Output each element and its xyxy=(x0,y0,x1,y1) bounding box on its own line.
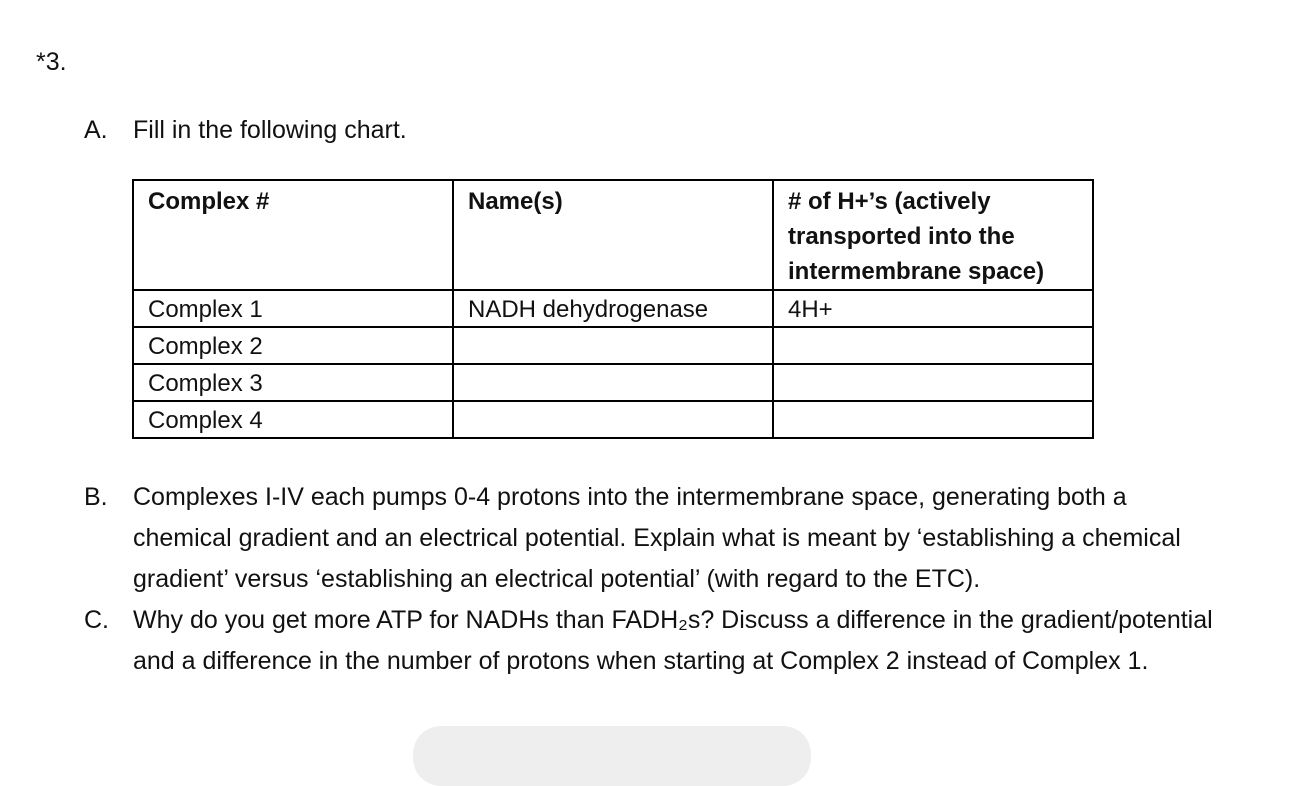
part-b-marker: B. xyxy=(84,483,108,511)
part-a-text: Fill in the following chart. xyxy=(133,116,407,144)
cell-protons[interactable] xyxy=(773,364,1093,401)
cell-name[interactable] xyxy=(453,401,773,438)
table-row xyxy=(133,364,1093,401)
part-c-text: Why do you get more ATP for NADHs than FADH₂s? Discuss a difference in the gradient/potential and a difference in the number of protons when starting at Complex 2 instead of Complex 1. xyxy=(133,606,1213,675)
cell-complex[interactable]: Complex 4 xyxy=(133,401,453,438)
part-a-marker: A. xyxy=(84,116,108,144)
bottom-overlay-pill[interactable] xyxy=(413,726,811,786)
cell-complex[interactable]: Complex 3 xyxy=(133,364,453,401)
cell-name[interactable]: NADH dehydrogenase xyxy=(453,290,773,327)
cell-protons[interactable]: 4H+ xyxy=(773,290,1093,327)
cell-protons[interactable] xyxy=(773,327,1093,364)
table-row xyxy=(133,290,1093,327)
part-c-marker: C. xyxy=(84,606,109,634)
table-row xyxy=(133,401,1093,438)
cell-protons[interactable] xyxy=(773,401,1093,438)
part-b-text: Complexes I-IV each pumps 0-4 protons into the intermembrane space, generating both a chemical gradient and an electrical potential. Explain what is meant by ‘establishing a chemical gradient’ versus ‘establishing an electrical potential’ (with regard to the ETC). xyxy=(133,483,1181,593)
complex-chart xyxy=(132,179,1094,439)
cell-name[interactable] xyxy=(453,364,773,401)
cell-complex[interactable]: Complex 1 xyxy=(133,290,453,327)
cell-name[interactable] xyxy=(453,327,773,364)
chart-header-row xyxy=(133,180,1093,290)
cell-complex[interactable]: Complex 2 xyxy=(133,327,453,364)
header-complex-number: Complex # xyxy=(133,180,453,290)
question-number: *3. xyxy=(36,48,67,76)
table-row xyxy=(133,327,1093,364)
header-protons: # of H+’s (actively transported into the intermembrane space) xyxy=(773,180,1093,290)
header-names: Name(s) xyxy=(453,180,773,290)
